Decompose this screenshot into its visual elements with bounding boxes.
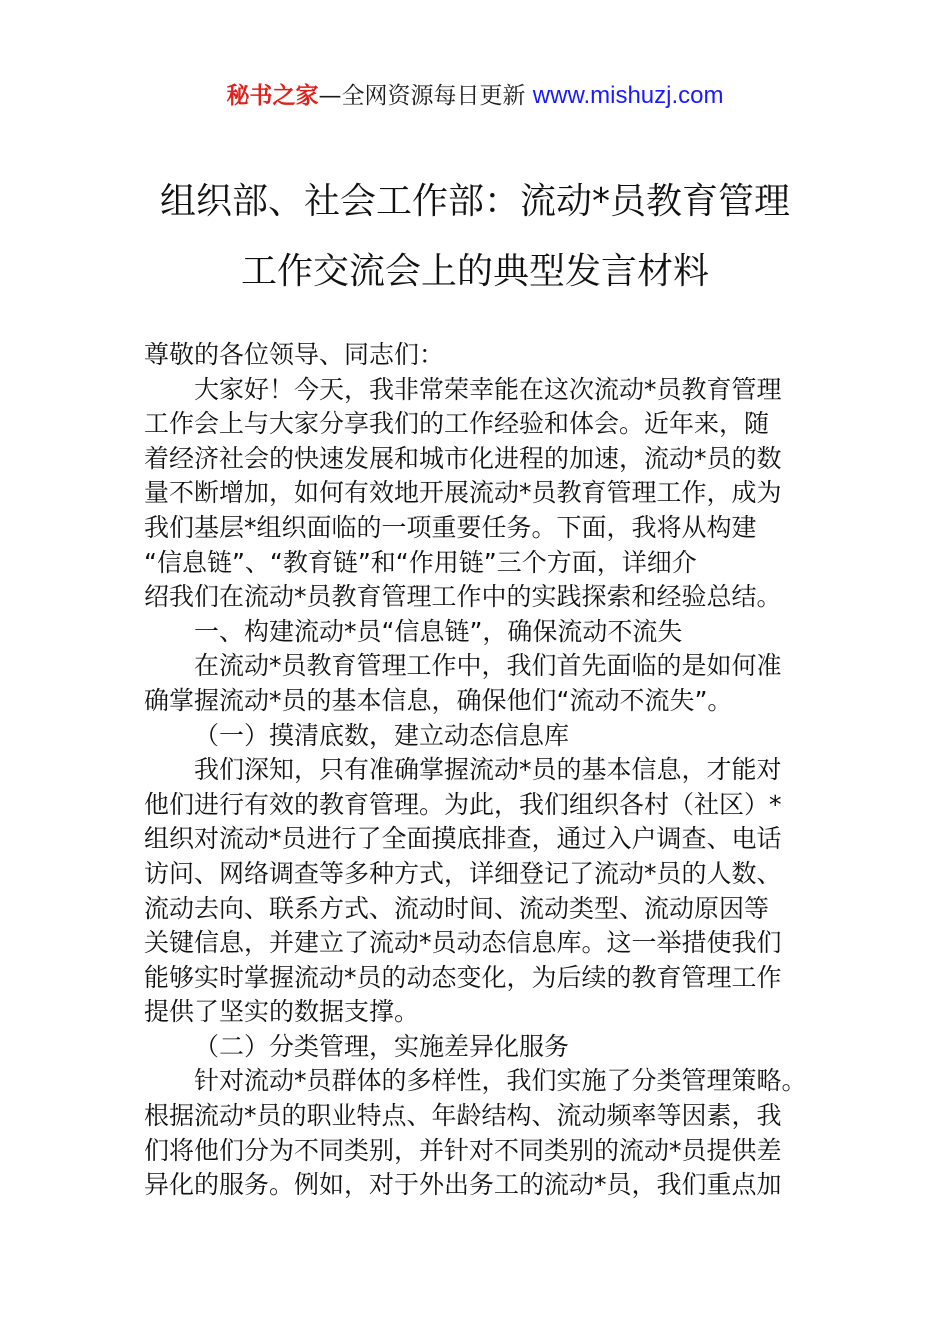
paragraph-line: 量不断增加，如何有效地开展流动*员教育管理工作，成为: [144, 478, 782, 508]
site-tagline: —全网资源每日更新: [318, 83, 533, 109]
paragraph-line: 异化的服务。例如，对于外出务工的流动*员，我们重点加: [144, 1170, 782, 1200]
paragraph-line: 他们进行有效的教育管理。为此，我们组织各村（社区）*: [144, 789, 782, 819]
paragraph-line: 绍我们在流动*员教育管理工作中的实践探索和经验总结。: [144, 582, 782, 612]
paragraph-line: 访问、网络调查等多种方式，详细登记了流动*员的人数、: [144, 858, 782, 888]
paragraph-line: 我们深知，只有准确掌握流动*员的基本信息，才能对: [194, 755, 782, 785]
paragraph-line: 根据流动*员的职业特点、年龄结构、流动频率等因素，我: [144, 1101, 782, 1131]
document-body: [144, 338, 810, 1203]
paragraph-line: 我们基层*组织面临的一项重要任务。下面，我将从构建: [144, 512, 757, 542]
paragraph-line: 们将他们分为不同类别，并针对不同类别的流动*员提供差: [144, 1135, 782, 1165]
document-title-line-2: 工作交流会上的典型发言材料: [240, 251, 709, 292]
paragraph-line: 工作会上与大家分享我们的工作经验和体会。近年来，随: [144, 409, 770, 439]
paragraph-line: 组织对流动*员进行了全面摸底排查，通过入户调查、电话: [144, 824, 782, 854]
site-url-link[interactable]: www.mishuzj.com: [532, 82, 724, 109]
paragraph-line: 流动去向、联系方式、流动时间、流动类型、流动原因等: [144, 893, 770, 923]
paragraph-line: 着经济社会的快速发展和城市化进程的加速，流动*员的数: [144, 443, 782, 473]
paragraph-line: 在流动*员教育管理工作中，我们首先面临的是如何准: [194, 651, 782, 681]
section-heading: 一、构建流动*员“信息链”，确保流动不流失: [194, 616, 683, 646]
paragraph-line: 关键信息，并建立了流动*员动态信息库。这一举措使我们: [144, 928, 782, 958]
salutation: 尊敬的各位领导、同志们：: [144, 340, 445, 369]
paragraph-line: 大家好！今天，我非常荣幸能在这次流动*员教育管理: [194, 374, 782, 404]
site-brand: 秘书之家: [226, 83, 319, 109]
subsection-heading: （一）摸清底数，建立动态信息库: [194, 720, 570, 750]
paragraph-line: “信息链”、“教育链”和“作用链”三个方面，详细介: [144, 547, 697, 577]
subsection-heading: （二）分类管理，实施差异化服务: [194, 1031, 570, 1061]
paragraph-line: 确掌握流动*员的基本信息，确保他们“流动不流失”。: [144, 685, 733, 715]
paragraph-line: 能够实时掌握流动*员的动态变化，为后续的教育管理工作: [144, 962, 782, 992]
paragraph-line: 提供了坚实的数据支撑。: [144, 997, 420, 1027]
paragraph-line: 针对流动*员群体的多样性，我们实施了分类管理策略。: [194, 1066, 807, 1096]
site-header: [0, 80, 950, 112]
document-title-line-1: 组织部、社会工作部：流动*员教育管理: [159, 181, 790, 222]
